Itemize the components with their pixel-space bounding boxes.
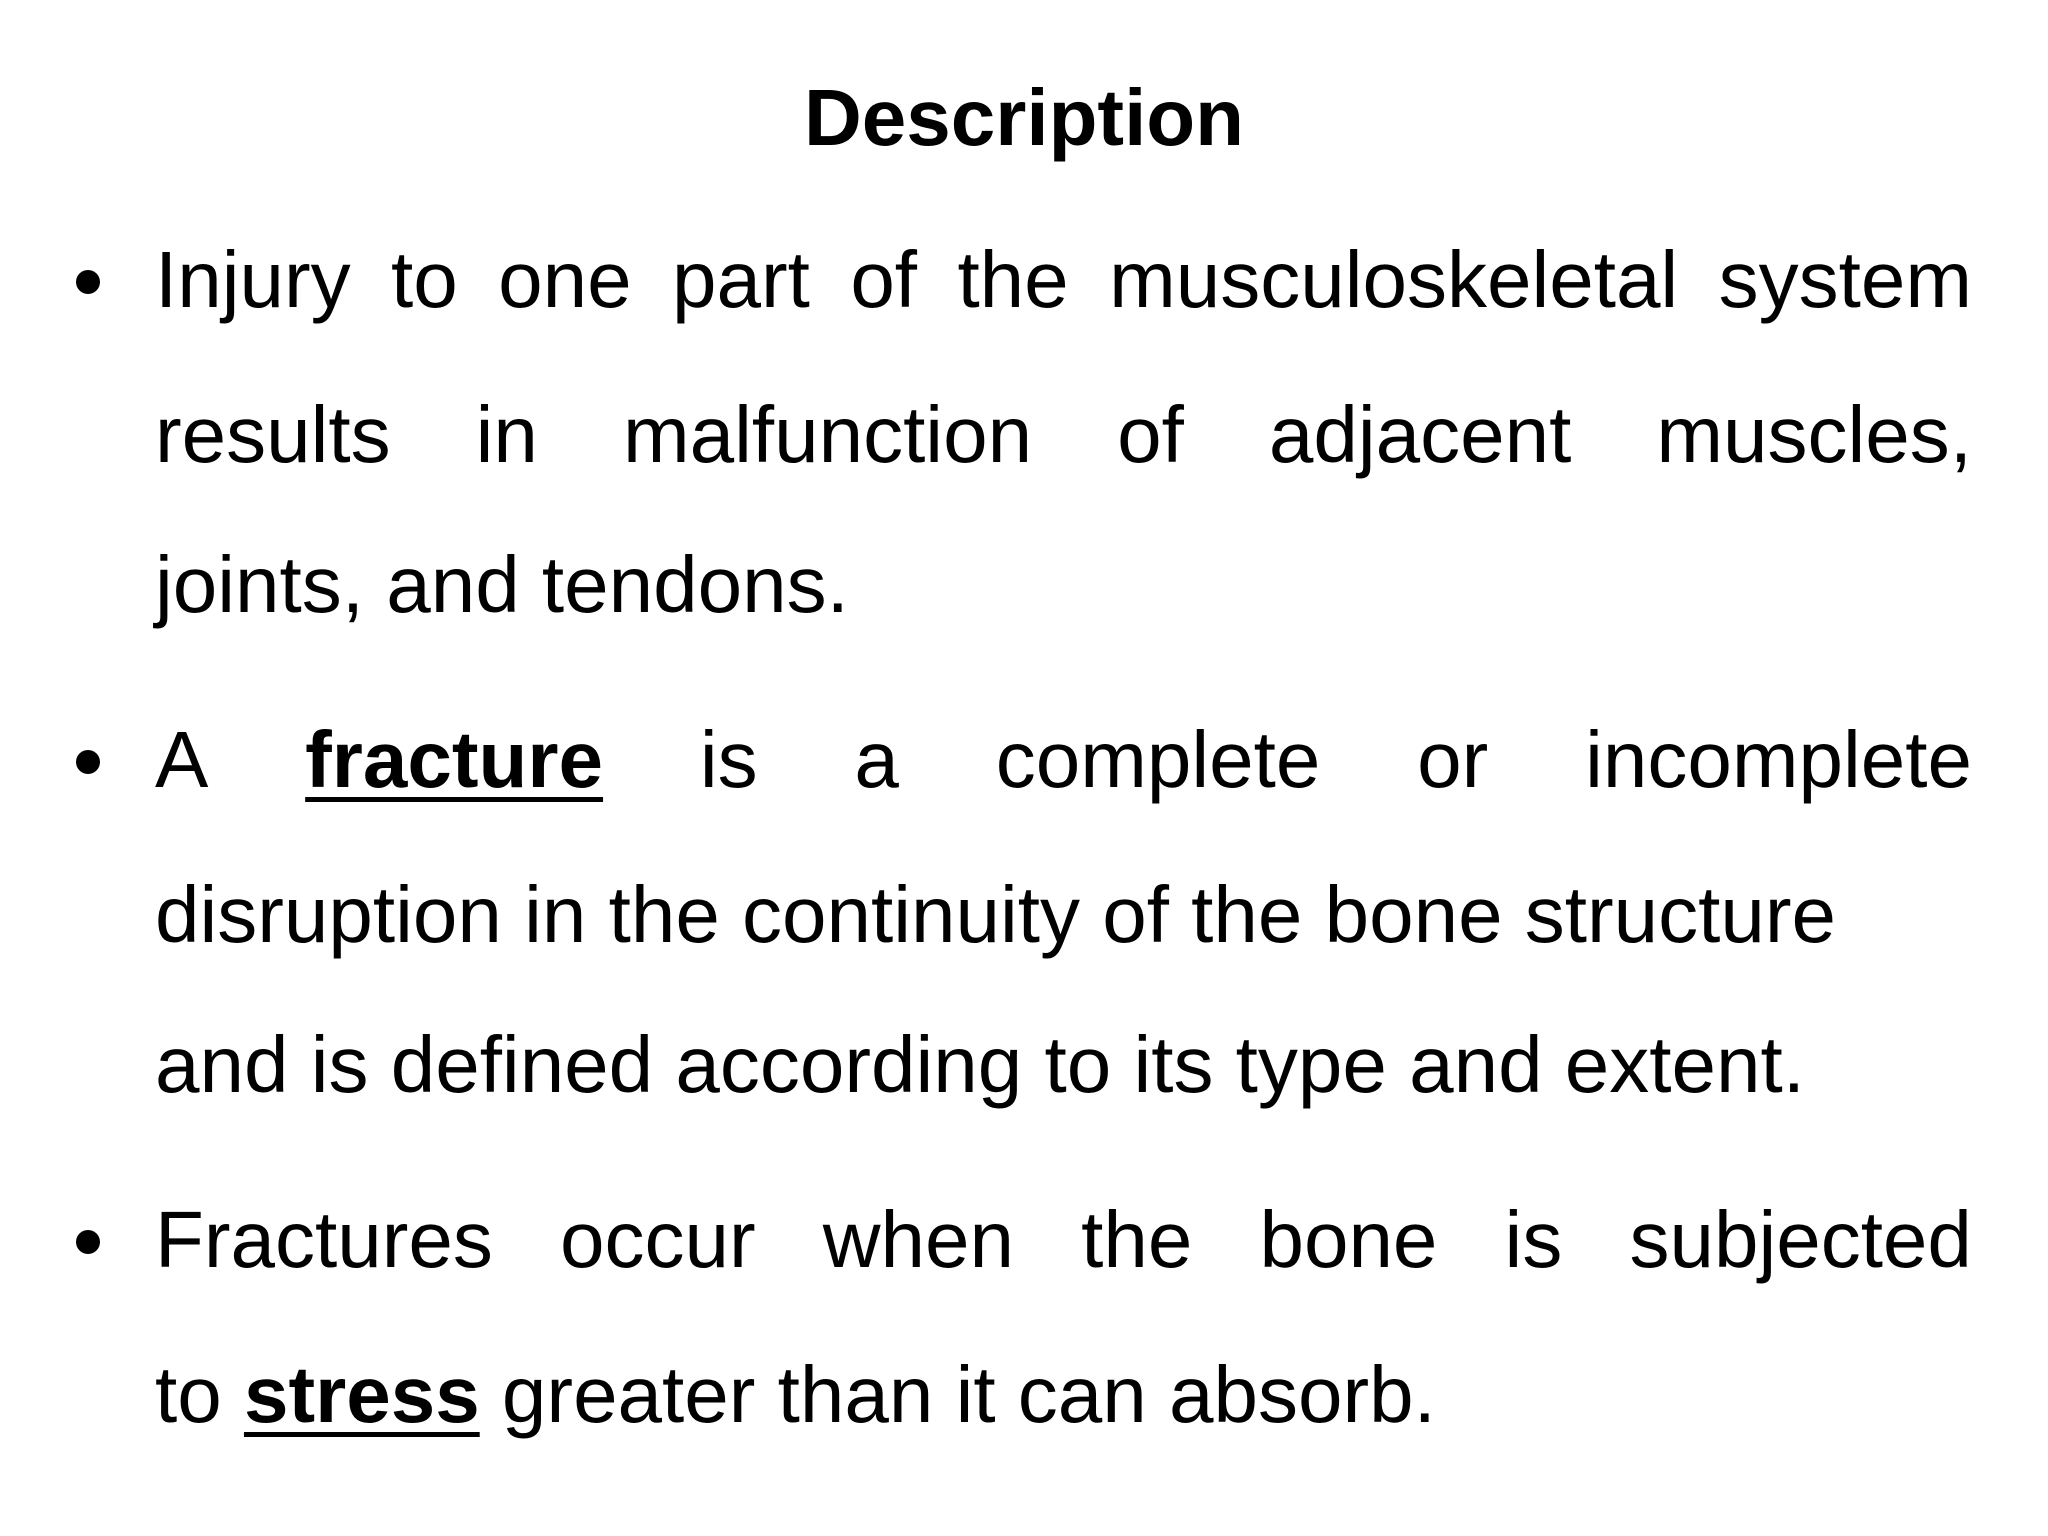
bullet-2-line-1: [155, 705, 1972, 815]
bullet-1-line-2: [155, 380, 1972, 490]
word: of: [1117, 390, 1184, 479]
bullet-3-line-2: [155, 1340, 1972, 1450]
word: system: [1718, 235, 1972, 324]
bullet-icon: [76, 1230, 100, 1254]
keyword-fracture: fracture: [305, 715, 604, 804]
word: occur: [559, 1195, 756, 1284]
word: or: [1417, 715, 1489, 804]
bullet-2-line-3: and is defined according to its type and extent.: [155, 1020, 1805, 1109]
word: bone: [1259, 1195, 1438, 1284]
text: greater than it can absorb.: [479, 1350, 1436, 1439]
word: of: [850, 235, 918, 324]
word: in: [475, 390, 538, 479]
keyword-stress: stress: [243, 1350, 480, 1439]
bullet-2-line-2: disruption in the continuity of the bone structure: [155, 870, 1837, 959]
word: when: [822, 1195, 1014, 1284]
word: the: [957, 235, 1069, 324]
bullet-3-line-1: [155, 1185, 1972, 1295]
word: muscles,: [1656, 390, 1972, 479]
word: musculoskeletal: [1109, 235, 1679, 324]
word: adjacent: [1268, 390, 1572, 479]
text: to: [155, 1350, 244, 1439]
word: one: [498, 235, 632, 324]
bullet-icon: [76, 270, 100, 294]
word: Injury: [155, 235, 351, 324]
word: results: [155, 390, 391, 479]
word: a: [854, 715, 899, 804]
word: part: [672, 235, 810, 324]
bullet-1-line-1: [155, 225, 1972, 335]
word: incomplete: [1585, 715, 1972, 804]
word: complete: [995, 715, 1321, 804]
word: to: [391, 235, 458, 324]
word: the: [1081, 1195, 1193, 1284]
word: malfunction: [622, 390, 1033, 479]
word: is: [1504, 1195, 1563, 1284]
bullet-icon: [76, 750, 100, 774]
word: A: [155, 715, 209, 804]
word: subjected: [1629, 1195, 1972, 1284]
word: Fractures: [155, 1195, 493, 1284]
slide-title: Description: [803, 73, 1245, 162]
bullet-1-line-3: joints, and tendons.: [155, 540, 849, 629]
word: is: [699, 715, 758, 804]
